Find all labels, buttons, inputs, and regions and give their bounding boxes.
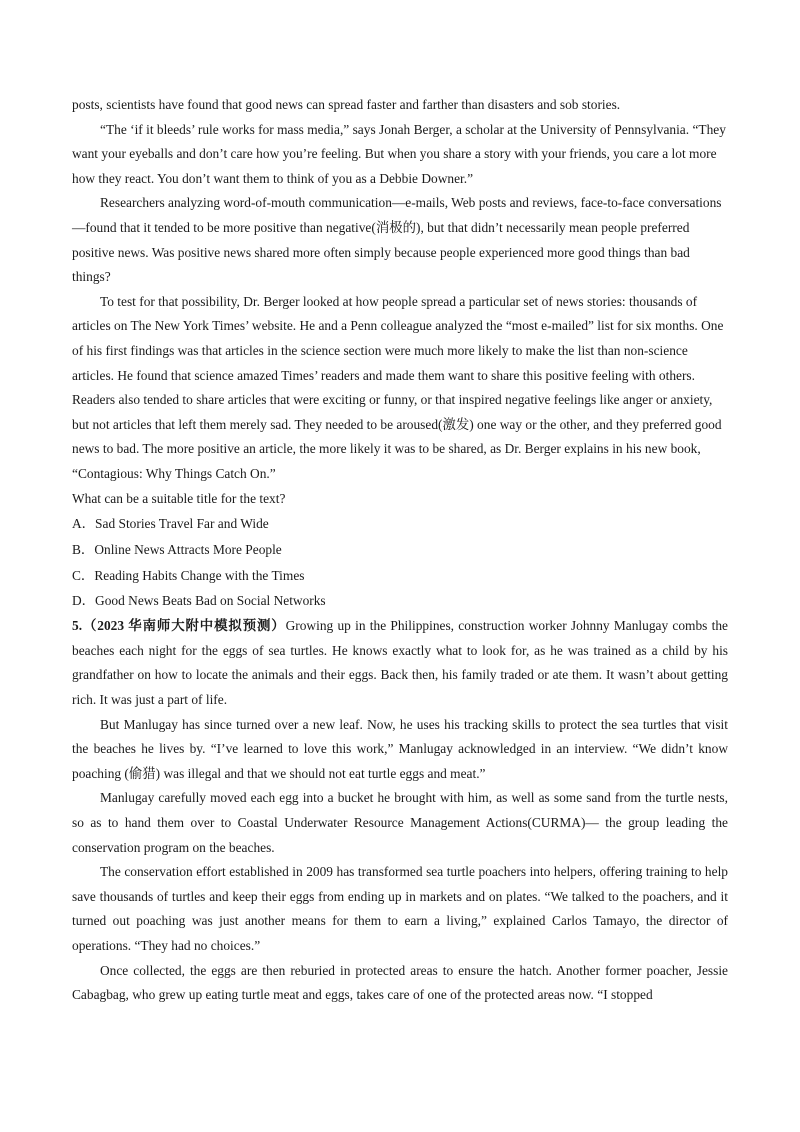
paragraph: “The ‘if it bleeds’ rule works for mass media,” says Jonah Berger, a scholar at the University of Pennsylvania. “They want your eyeballs and don’t care how you’re feeling. But when you share a story with your friends, you care a lot more how they react. You don’t want them to think of you as a Debbie Downer.” bbox=[72, 121, 726, 186]
question-number: 5. bbox=[72, 618, 83, 634]
question-5-intro bbox=[72, 614, 728, 712]
option-a: A．Sad Stories Travel Far and Wide bbox=[72, 516, 269, 532]
option-d: D．Good News Beats Bad on Social Networks bbox=[72, 593, 326, 609]
paragraph: To test for that possibility, Dr. Berger looked at how people spread a particular set of news stories: thousands of articles on The New York Times’ website. He and a Penn colleague analyzed the “most e-mailed” list for six months. One of his first findings was that articles in the science section were much more likely to make the list than non-science articles. He found that science amazed Times’ readers and made them want to share this positive feeling with others. bbox=[72, 293, 724, 383]
question-text: What can be a suitable title for the text? bbox=[72, 490, 286, 506]
option-c: C．Reading Habits Change with the Times bbox=[72, 567, 305, 583]
paragraph: Once collected, the eggs are then reburied in protected areas to ensure the hatch. Another former poacher, Jessie Cabagbag, who grew up eating turtle meat and eggs, takes care of one of the protected areas now. “I stopped bbox=[72, 962, 728, 1003]
paragraph: Researchers analyzing word-of-mouth communication—e-mails, Web posts and reviews, face-to-face conversations—found that it tended to be more positive than negative(消极的), but that didn’t necessarily mean people preferred positive news. Was positive news shared more often simply because people experienced more good things than bad things? bbox=[72, 195, 722, 285]
paragraph-text: Growing up in the Philippines, construction worker Johnny Manlugay combs the beaches each night for the eggs of sea turtles. He knows exactly what to look for, as he was trained as a child by his grandfather on how to locate the animals and their eggs. Back then, his family traded or ate them. It wasn’t about getting rich. It was just a part of life. bbox=[72, 618, 728, 708]
paragraph: Readers also tended to share articles that were exciting or funny, or that inspired negative feelings like anger or anxiety, but not articles that left them merely sad. They needed to be aroused(激发) one way or the other, and they preferred good news to bad. The more positive an article, the more likely it was to be shared, as Dr. Berger explains in his new book, “Contagious: Why Things Catch On.” bbox=[72, 392, 722, 481]
question-source: （2023 华南师大附中模拟预测） bbox=[82, 618, 286, 634]
option-b: B．Online News Attracts More People bbox=[72, 541, 282, 557]
paragraph: posts, scientists have found that good news can spread faster and farther than disasters and sob stories. bbox=[72, 97, 621, 112]
paragraph: The conservation effort established in 2009 has transformed sea turtle poachers into helpers, offering training to help save thousands of turtles and keep their eggs from ending up in markets and on plates. “We talked to the poachers, and it turned out poaching was just another means for them to earn a living,” explained Carlos Tamayo, the director of operations. “They had no choices.” bbox=[72, 864, 728, 953]
paragraph: But Manlugay has since turned over a new leaf. Now, he uses his tracking skills to protect the sea turtles that visit the beaches he lives by. “I’ve learned to love this work,” Manlugay acknowledged in an interview. “We didn’t know poaching (偷猎) was illegal and that we should not eat turtle eggs and meat.” bbox=[72, 716, 728, 781]
text-column bbox=[72, 93, 728, 1008]
paragraph: Manlugay carefully moved each egg into a bucket he brought with him, as well as some sand from the turtle nests, so as to hand them over to Coastal Underwater Resource Management Actions(CURMA)— the group leading the conservation program on the beaches. bbox=[72, 790, 728, 855]
